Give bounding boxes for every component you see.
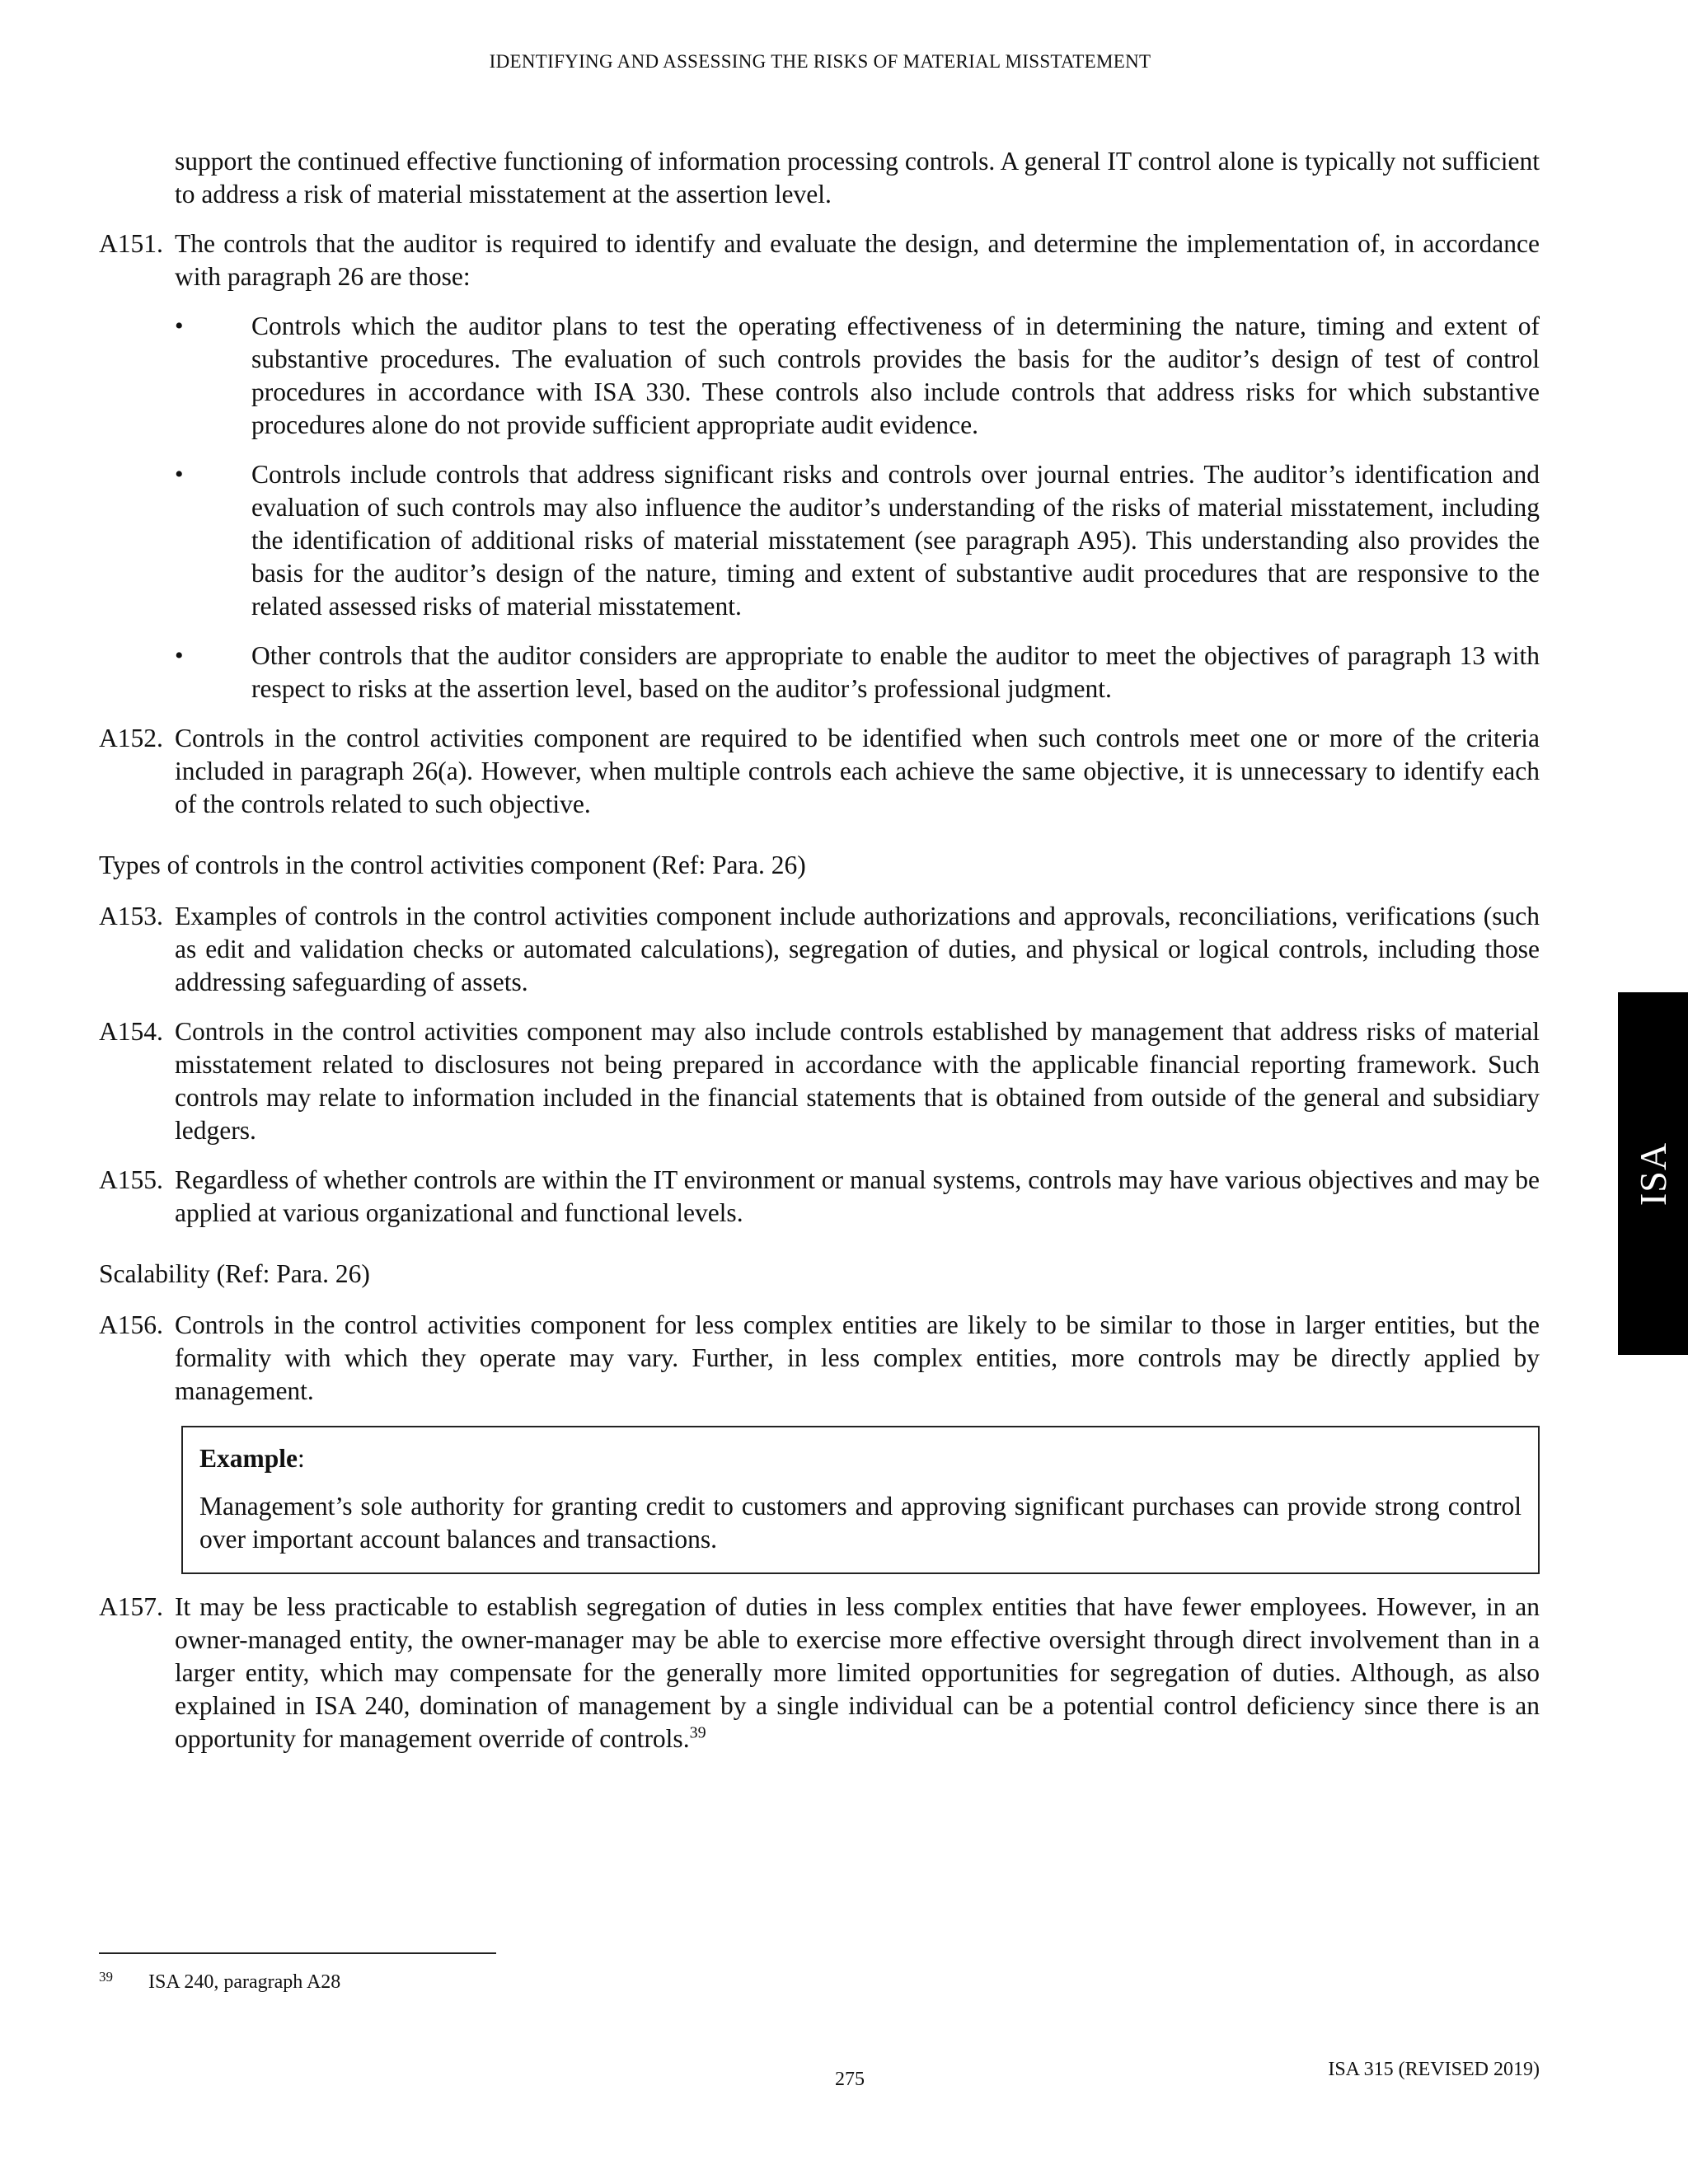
document-body: [99, 145, 1540, 1772]
paragraph-text: Controls in the control activities component may also include controls established by management that address risks of material misstatement related to disclosures not being prepared in accordance with the applicable financial reporting framework. Such controls may relate to information included in the financial statements that is obtained from outside of the general and subsidiary ledgers.: [175, 1017, 1540, 1145]
paragraph-text: Controls in the control activities component for less complex entities are likely to be similar to those in larger entities, but the formality with which they operate may vary. Further, in less complex entities, more controls may be directly applied by management.: [175, 1310, 1540, 1405]
paragraph-a153: [99, 900, 1540, 999]
example-colon: :: [298, 1444, 305, 1473]
page-number: 275: [835, 2069, 865, 2090]
bullet-icon: •: [175, 642, 184, 669]
footnote-text: ISA 240, paragraph A28: [148, 1971, 341, 1993]
section-subheading: Scalability (Ref: Para. 26): [99, 1259, 370, 1288]
paragraph-a156: [99, 1309, 1540, 1408]
bullet-item: [99, 640, 1540, 705]
example-title: Example: [199, 1444, 298, 1473]
paragraph-a155: [99, 1164, 1540, 1230]
bullet-text: Controls which the auditor plans to test the operating effectiveness of in determining the nature, timing and extent of substantive procedures. The evaluation of such controls provides the basis for the auditor’s design of test of control procedures in accordance with ISA 330. These controls also include controls that address risks for which substantive procedures alone do not provide sufficient appropriate audit evidence.: [251, 312, 1540, 439]
side-tab-label: ISA: [1632, 1141, 1674, 1206]
footnote: [99, 1970, 340, 1994]
paragraph-number: A156.: [99, 1310, 163, 1339]
paragraph-a154: [99, 1015, 1540, 1147]
example-text: Management’s sole authority for granting credit to customers and approving significant purchases can provide strong control over important account balances and transactions.: [199, 1492, 1522, 1554]
example-box: [181, 1426, 1540, 1574]
bullet-item: [99, 458, 1540, 623]
paragraph-number: A155.: [99, 1165, 163, 1194]
paragraph-text: The controls that the auditor is required to identify and evaluate the design, and determine the implementation of, in accordance with paragraph 26 are those:: [175, 229, 1540, 291]
paragraph-number: A152.: [99, 724, 163, 752]
bullet-item: [99, 310, 1540, 442]
paragraph-number: A153.: [99, 902, 163, 930]
running-header: IDENTIFYING AND ASSESSING THE RISKS OF MATERIAL MISSTATEMENT: [489, 51, 1151, 72]
paragraph-text: Regardless of whether controls are within the IT environment or manual systems, controls may have various objectives and may be applied at various organizational and functional levels.: [175, 1165, 1540, 1227]
bullet-text: Other controls that the auditor considers are appropriate to enable the auditor to meet the objectives of paragraph 13 with respect to risks at the assertion level, based on the auditor’s professional judgment.: [251, 641, 1540, 703]
section-subheading: Types of controls in the control activities component (Ref: Para. 26): [99, 851, 806, 879]
paragraph-number: A154.: [99, 1017, 163, 1046]
paragraph-text: Controls in the control activities component are required to be identified when such controls meet one or more of the criteria included in paragraph 26(a). However, when multiple controls each achieve the same objective, it is unnecessary to identify each of the controls related to such objective.: [175, 724, 1540, 818]
continuation-paragraph: support the continued effective functioning of information processing controls. A general IT control alone is typically not sufficient to address a risk of material misstatement at the assertion level.: [175, 147, 1540, 209]
document-id: ISA 315 (REVISED 2019): [1328, 2059, 1540, 2080]
paragraph-text: It may be less practicable to establish segregation of duties in less complex entities that have fewer employees. However, in an owner-managed entity, the owner-manager may be able to exercise more effective oversight through direct involvement than in a larger entity, which may compensate for the generally more limited opportunities for segregation of duties. Although, as also explained in ISA 240, domination of management by a single individual can be a potential control deficiency since there is an opportunity for management override of controls.: [175, 1592, 1540, 1753]
paragraph-a152: [99, 722, 1540, 821]
isa-side-tab: [1618, 992, 1688, 1355]
paragraph-number: A151.: [99, 229, 163, 258]
paragraph-number: A157.: [99, 1592, 163, 1621]
footnote-reference[interactable]: 39: [689, 1723, 706, 1742]
bullet-icon: •: [175, 312, 184, 340]
example-heading: [199, 1442, 1522, 1475]
paragraph-a157: [99, 1591, 1540, 1755]
bullet-text: Controls include controls that address significant risks and controls over journal entries. The auditor’s identification and evaluation of such controls may also influence the auditor’s understanding of the risks of material misstatement, including the identification of additional risks of material misstatement (see paragraph A95). This understanding also provides the basis for the auditor’s design of the nature, timing and extent of substantive audit procedures that are responsive to the related assessed risks of material misstatement.: [251, 460, 1540, 621]
footnote-divider: [99, 1952, 496, 1954]
footnote-number: 39: [99, 1969, 113, 1985]
paragraph-text: Examples of controls in the control activities component include authorizations and approvals, reconciliations, verifications (such as edit and validation checks or automated calculations), segregation of duties, and physical or logical controls, including those addressing safeguarding of assets.: [175, 902, 1540, 996]
bullet-icon: •: [175, 461, 184, 488]
paragraph-a151: [99, 227, 1540, 293]
